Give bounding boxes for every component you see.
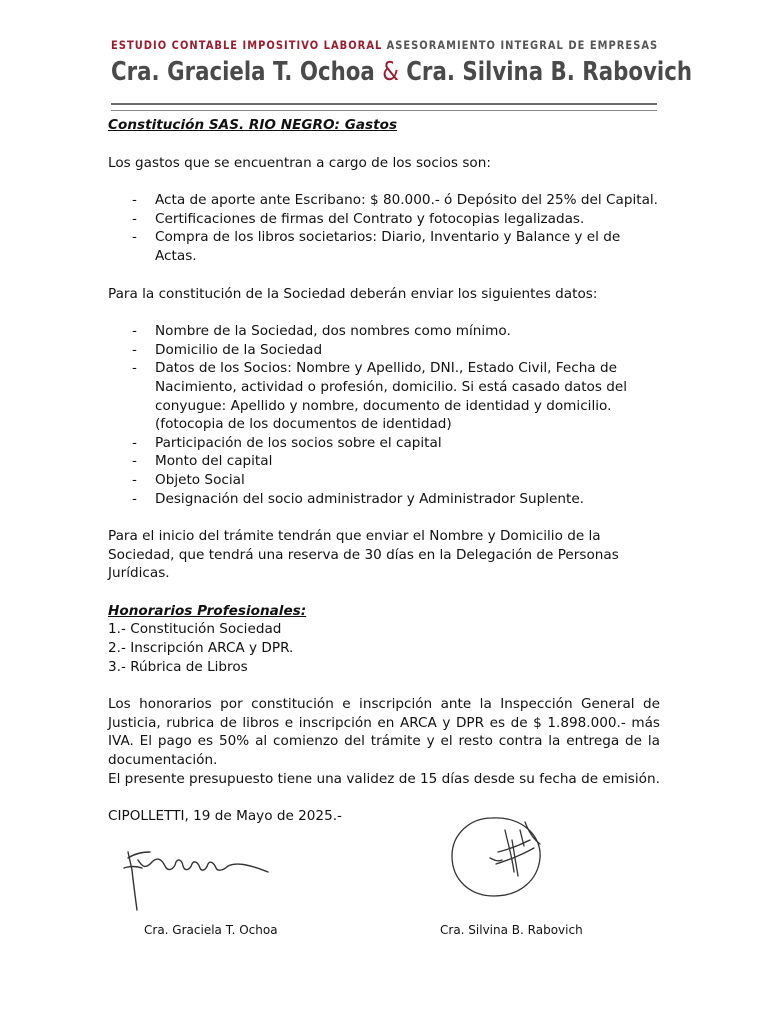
signature-label-left: Cra. Graciela T. Ochoa <box>144 923 278 937</box>
letterhead-name-1: Cra. Graciela T. Ochoa <box>111 57 375 87</box>
letterhead-ampersand: & <box>382 57 399 87</box>
list-item: - Monto del capital <box>108 452 660 471</box>
list-item: - Acta de aporte ante Escribano: $ 80.000.- ó Depósito del 25% del Capital. <box>108 191 660 210</box>
letterhead-names <box>111 57 693 87</box>
list-item: - Certificaciones de firmas del Contrato y fotocopias legalizadas. <box>108 210 660 229</box>
list-item: - Nombre de la Sociedad, dos nombres como mínimo. <box>108 322 660 341</box>
signature-right <box>452 818 540 896</box>
gastos-intro: Los gastos que se encuentran a cargo de los socios son: <box>108 154 491 171</box>
datos-intro: Para la constitución de la Sociedad deberán enviar los siguientes datos: <box>108 285 598 302</box>
signature-label-right: Cra. Silvina B. Rabovich <box>440 923 583 937</box>
honorarios-item: 1.- Constitución Sociedad <box>108 621 282 638</box>
tagline-firm: ESTUDIO CONTABLE IMPOSITIVO LABORAL <box>111 38 383 52</box>
gastos-list <box>108 191 660 265</box>
date-line: CIPOLLETTI, 19 de Mayo de 2025.- <box>108 808 342 825</box>
list-item: - Datos de los Socios: Nombre y Apellido, DNI., Estado Civil, Fecha de Nacimiento, actividad o profesión, domicilio. Si está casado datos del conyugue: Apellido y nombre, documento de identidad y domicilio. (fotocopia de los documentos de identidad) <box>108 359 660 433</box>
honorarios-item: 2.- Inscripción ARCA y DPR. <box>108 640 294 657</box>
honorarios-paragraph: Los honorarios por constitución e inscripción ante la Inspección General de Justicia, rubrica de libros e inscripción en ARCA y DPR es de $ 1.898.000.- más IVA. El pago es 50% al comienzo del trámite y el resto contra la entrega de la documentación. <box>108 696 660 769</box>
signatures-area <box>0 800 768 960</box>
list-item: - Domicilio de la Sociedad <box>108 341 660 360</box>
header-divider-thick <box>111 103 657 105</box>
letterhead-name-2: Cra. Silvina B. Rabovich <box>406 57 693 87</box>
honorarios-heading: Honorarios Profesionales: <box>108 602 307 619</box>
list-item: - Participación de los socios sobre el capital <box>108 434 660 453</box>
letterhead-tagline <box>111 38 659 52</box>
header-divider-thin <box>111 110 657 111</box>
letterhead <box>111 38 693 87</box>
document-title: Constitución SAS. RIO NEGRO: Gastos <box>108 117 398 133</box>
datos-list <box>108 322 660 508</box>
document-body <box>108 116 660 826</box>
list-item: - Objeto Social <box>108 471 660 490</box>
list-item: - Compra de los libros societarios: Diario, Inventario y Balance y el de Actas. <box>108 228 660 265</box>
honorarios-item: 3.- Rúbrica de Libros <box>108 658 248 675</box>
validez-paragraph: El presente presupuesto tiene una validez de 15 días desde su fecha de emisión. <box>108 770 660 787</box>
signature-left <box>124 852 268 910</box>
list-item: - Designación del socio administrador y Administrador Suplente. <box>108 490 660 509</box>
tagline-service: ASESORAMIENTO INTEGRAL DE EMPRESAS <box>386 38 659 52</box>
signatures-svg <box>0 800 768 920</box>
inicio-tramite-paragraph: Para el inicio del trámite tendrán que enviar el Nombre y Domicilio de la Sociedad, que tendrá una reserva de 30 días en la Delegación de Personas Jurídicas. <box>108 528 619 582</box>
